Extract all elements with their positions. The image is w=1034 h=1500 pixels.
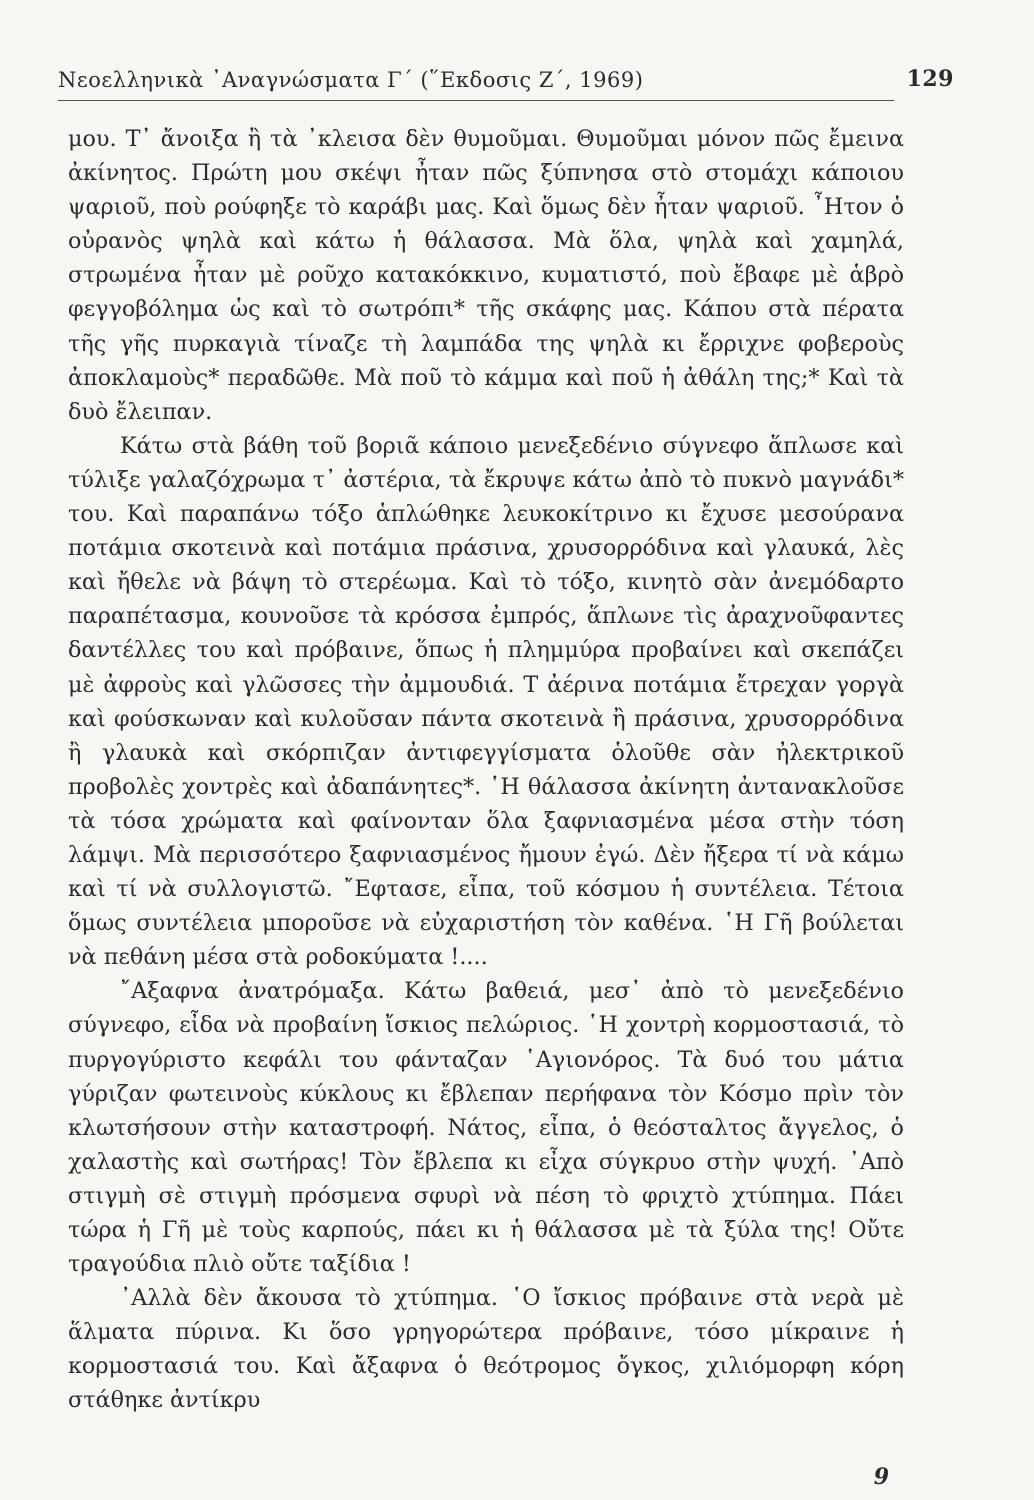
paragraph-4: ᾿Αλλὰ δὲν ἄκουσα τὸ χτύπημα. ῾Ο ἴσκιος πρόβαινε στὰ νερὰ μὲ ἅλματα πύρινα. Κι ὅσο γρηγορώτερα πρόβαινε, τόσο μίκραινε ἡ κορμοστασιά του. Καὶ ἄξαφνα ὁ θεότρομος ὄγκος, χιλιόμορφη κόρη στάθηκε ἀντίκρυ xyxy=(68,1285,904,1414)
paragraph-2: Κάτω στὰ βάθη τοῦ βοριᾶ κάποιο μενεξεδένιο σύγνεφο ἅπλωσε καὶ τύλιξε γαλαζόχρωμα τ᾿ ἀστέρια, τὰ ἔκρυψε κάτω ἀπὸ τὸ πυκνὸ μαγνάδι* του. Καὶ παραπάνω τόξο ἁπλώθηκε λευκοκίτρινο κι ἔχυσε μεσούρανα ποτάμια σκοτεινὰ καὶ ποτάμια πράσινα, χρυσορρόδινα καὶ γλαυκά, λὲς καὶ ἤθελε νὰ βάψη τὸ στερέωμα. Καὶ τὸ τόξο, κινητὸ σὰν ἀνεμόδαρτο παραπέτασμα, κουνοῦσε τὰ κρόσσα ἐμπρός, ἅπλωνε τὶς ἀραχνοῦφαντες δαντέλλες του καὶ πρόβαινε, ὅπως ἡ πλημμύρα προβαίνει καὶ σκεπάζει μὲ ἀφροὺς καὶ γλῶσσες τὴν ἀμμουδιά. Τ ἀέρινα ποτάμια ἔτρεχαν γοργὰ καὶ φούσκωναν καὶ κυλοῦσαν πάντα σκοτεινὰ ἢ πράσινα, χρυσορρόδινα ἢ γλαυκὰ καὶ σκόρπιζαν ἀντιφεγγίσματα ὁλοῦθε σὰν ἠλεκτρικοῦ προβολὲς χοντρὲς καὶ ἀδαπάνητες*. ῾Η θάλασσα ἀκίνητη ἀντανακλοῦσε τὰ τόσα χρώματα καὶ φαίνονταν ὅλα ξαφνιασμένα μέσα στὴν τόση λάμψι. Μὰ περισσότερο ξαφνιασμένος ἤμουν ἐγώ. Δὲν ἤξερα τί νὰ κάμω καὶ τί νὰ συλλογιστῶ. ῎Εφτασε, εἶπα, τοῦ κόσμου ἡ συντέλεια. Τέτοια ὅμως συντέλεια μποροῦσε νὰ εὐχαριστήση τὸν καθένα. ῾Η Γῆ βούλεται νὰ πεθάνη μέσα στὰ ροδοκύματα !.... xyxy=(68,432,904,971)
running-title: Νεοελληνικὰ ᾿Αναγνώσματα Γ΄ (῞Εκδοσις Ζ΄, 1969) xyxy=(58,68,644,92)
running-header xyxy=(58,60,954,101)
paragraph-1: μου. Τ᾿ ἄνοιξα ἢ τὰ ᾿κλεισα δὲν θυμοῦμαι. Θυμοῦμαι μόνον πῶς ἔμεινα ἀκίνητος. Πρώτη μου σκέψι ἦταν πῶς ξύπνησα στὸ στομάχι κάποιου ψαριοῦ, ποὺ ρούφηξε τὸ καράβι μας. Καὶ ὅμως δὲν ἦταν ψαριοῦ. ῏Ητον ὁ οὐρανὸς ψηλὰ καὶ κάτω ἡ θάλασσα. Μὰ ὅλα, ψηλὰ καὶ χαμηλά, στρωμένα ἦταν μὲ ροῦχο κατακόκκινο, κυματιστό, ποὺ ἔβαφε μὲ ἁβρὸ φεγγοβόλημα ὡς καὶ τὸ σωτρόπι* τῆς σκάφης μας. Κάπου στὰ πέρατα τῆς γῆς πυρκαγιὰ τίναζε τὴ λαμπάδα της ψηλὰ κι ἔρριχνε φοβεροὺς ἀποκλαμοὺς* περαδῶθε. Μὰ ποῦ τὸ κάμμα καὶ ποῦ ἡ ἀθάλη της;* Καὶ τὰ δυὸ ἔλειπαν. xyxy=(68,126,904,425)
paragraph-3: ῎Αξαφνα ἀνατρόμαξα. Κάτω βαθειά, μεσ᾿ ἀπὸ τὸ μενεξεδένιο σύγνεφο, εἶδα νὰ προβαίνη ἴσκιος πελώριος. ῾Η χοντρὴ κορμοστασιά, τὸ πυργογύριστο κεφάλι του φάνταζαν ῾Αγιονόρος. Τὰ δυό του μάτια γύριζαν φωτεινοὺς κύκλους κι ἔβλεπαν περήφανα τὸν Κόσμο πρὶν τὸν κλωτσήσουν στὴν καταστροφή. Νάτος, εἶπα, ὁ θεόσταλτος ἄγγελος, ὁ χαλαστὴς καὶ σωτήρας! Τὸν ἔβλεπα κι εἶχα σύγκρυο στὴν ψυχή. ᾿Απὸ στιγμὴ σὲ στιγμὴ πρόσμενα σφυρὶ νὰ πέση τὸ φριχτὸ χτύπημα. Πάει τώρα ἡ Γῆ μὲ τοὺς καρπούς, πάει κι ἡ θάλασσα μὲ τὰ ξύλα της! Οὔτε τραγούδια πλιὸ οὔτε ταξίδια ! xyxy=(68,978,904,1278)
signature-mark: 9 xyxy=(873,1464,889,1490)
body-text xyxy=(68,122,904,1418)
page-number: 129 xyxy=(906,66,954,92)
